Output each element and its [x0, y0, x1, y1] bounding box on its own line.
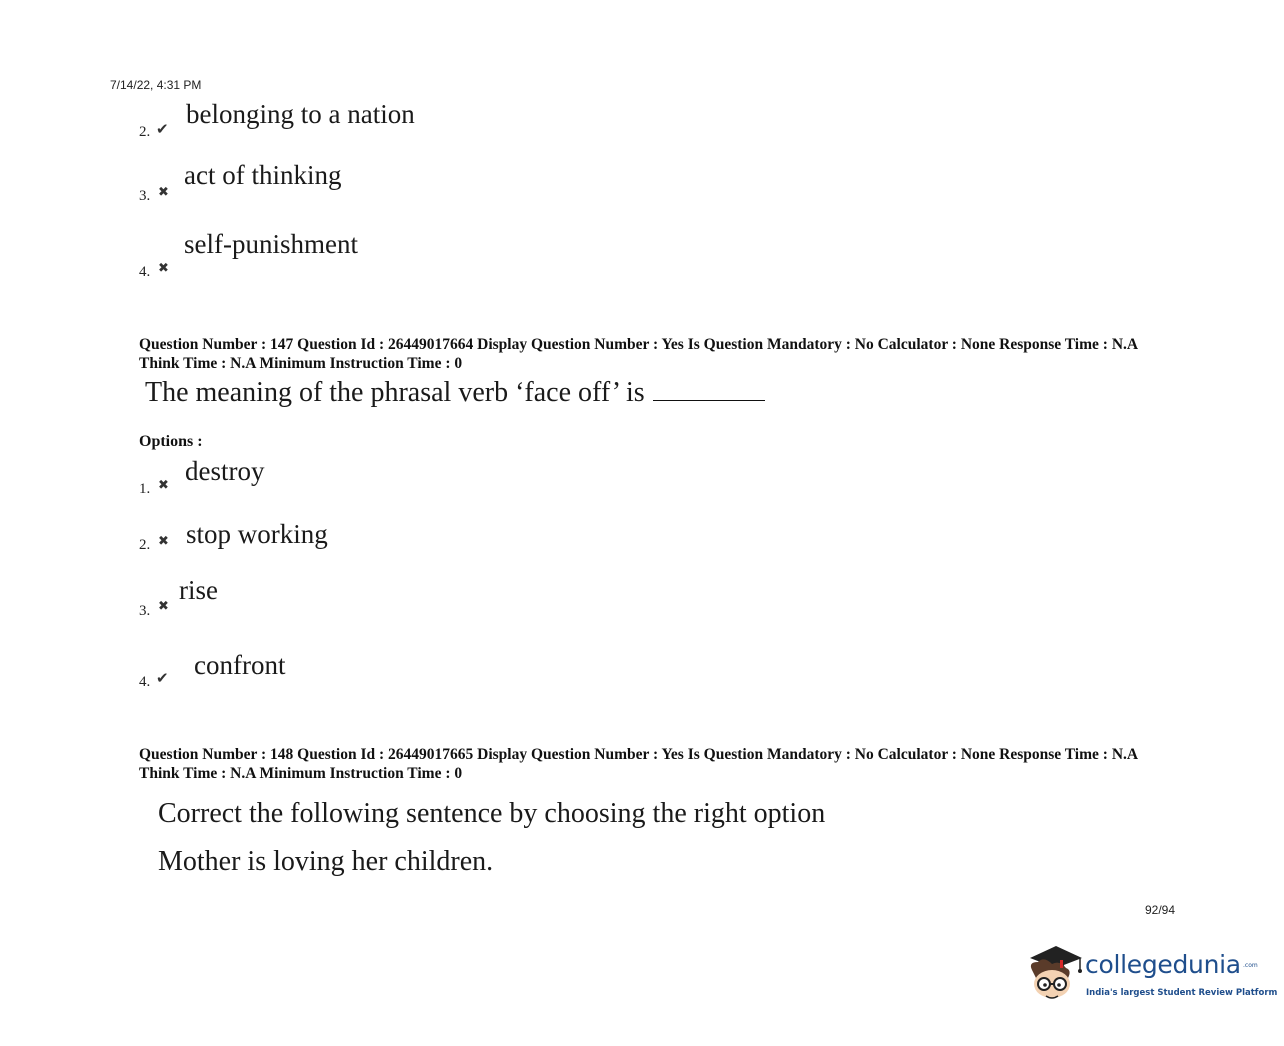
option-number: 2. — [139, 124, 151, 140]
option-number: 3. — [139, 188, 151, 204]
question-147-text — [145, 377, 765, 409]
option-number: 2. — [139, 537, 151, 553]
wrong-cross-icon: ✖ — [158, 534, 169, 549]
wrong-cross-icon: ✖ — [158, 599, 169, 614]
question-147-stem: The meaning of the phrasal verb ‘face off’ is — [145, 377, 645, 408]
option-text: self-punishment — [184, 229, 358, 259]
option-text: belonging to a nation — [186, 99, 415, 129]
option-text: stop working — [186, 519, 328, 549]
option-number: 4. — [139, 264, 151, 280]
correct-check-icon: ✔ — [156, 120, 169, 138]
option-number: 4. — [139, 674, 151, 690]
print-timestamp: 7/14/22, 4:31 PM — [110, 78, 202, 92]
brand-tagline: India's largest Student Review Platform — [1086, 988, 1278, 998]
page-number: 92/94 — [1145, 903, 1176, 917]
option-number: 1. — [139, 481, 151, 497]
wrong-cross-icon: ✖ — [158, 185, 169, 200]
question-147-meta: Question Number : 147 Question Id : 26449017664 Display Question Number : Yes Is Question Mandatory : No Calculator : None Response Time : N.A Think Time : N.A Minimum Instruction Time : 0 — [139, 336, 1138, 372]
option-text: act of thinking — [184, 160, 342, 190]
option-number: 3. — [139, 603, 151, 619]
options-label: Options : — [139, 433, 203, 450]
question-148-instruction: Correct the following sentence by choosing the right option — [158, 798, 826, 829]
option-text: rise — [179, 575, 218, 605]
mascot-logo-icon — [1024, 940, 1086, 1006]
question-148-meta: Question Number : 148 Question Id : 26449017665 Display Question Number : Yes Is Question Mandatory : No Calculator : None Response Time : N.A Think Time : N.A Minimum Instruction Time : 0 — [139, 746, 1138, 782]
wrong-cross-icon: ✖ — [158, 478, 169, 493]
option-text: destroy — [185, 456, 265, 486]
brand-suffix: .com — [1243, 962, 1258, 969]
question-148-sentence: Mother is loving her children. — [158, 846, 494, 877]
option-text: confront — [194, 650, 286, 680]
wrong-cross-icon: ✖ — [158, 261, 169, 276]
correct-check-icon: ✔ — [156, 669, 169, 687]
answer-blank — [653, 380, 765, 401]
brand-name: collegedunia — [1085, 950, 1241, 979]
